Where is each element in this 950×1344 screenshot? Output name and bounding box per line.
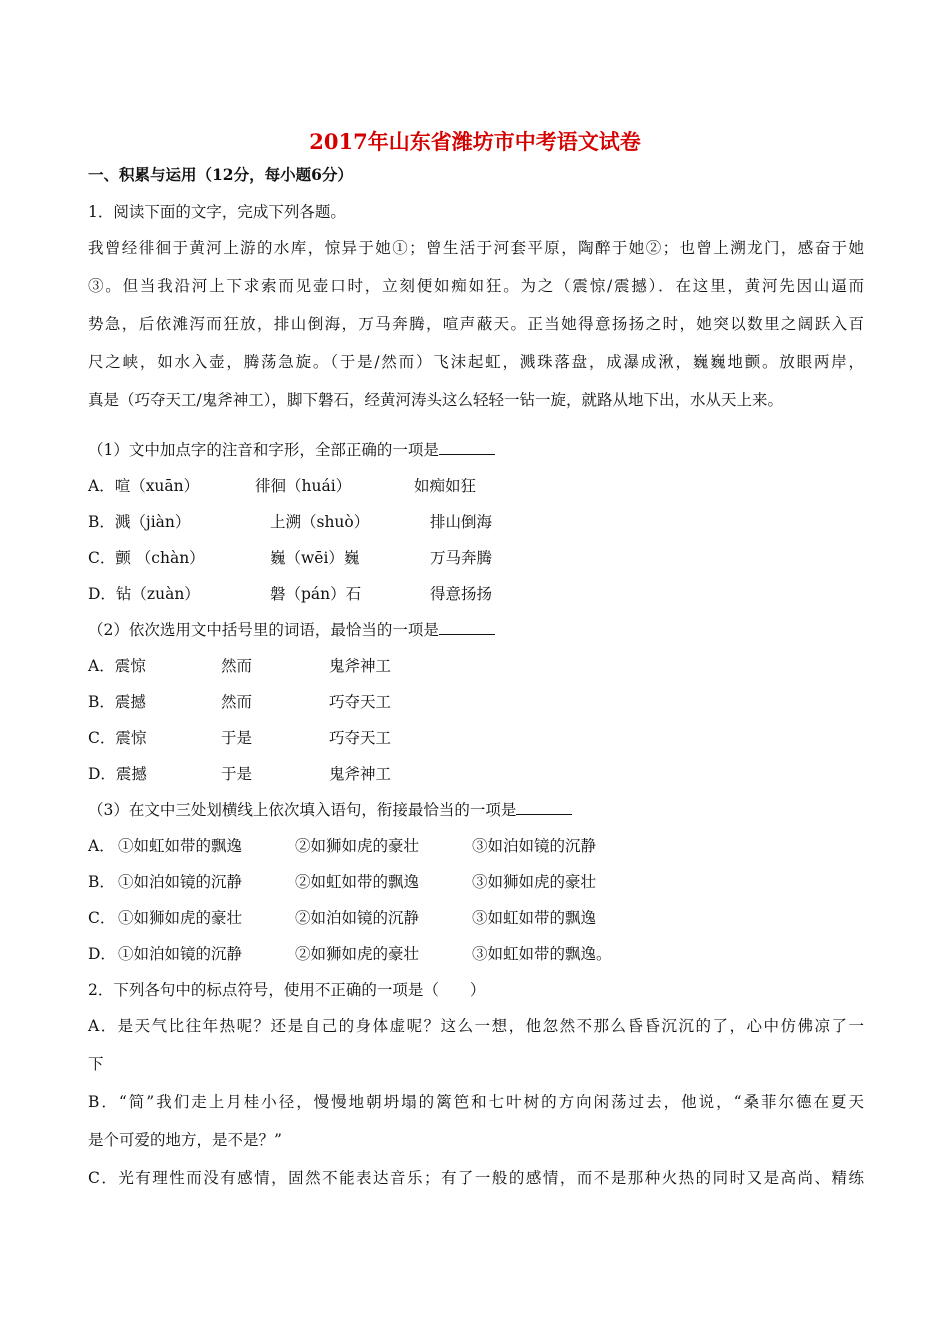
q2-option-c-line-1: C．光有理性而没有感情，固然不能表达音乐；有了一般的感情，而不是那种火热的同时又是高尚、精练: [88, 1169, 864, 1187]
option-col-c: 得意扬扬: [430, 585, 493, 603]
option-col-c: 排山倒海: [430, 513, 493, 531]
option-label: B．溅（jiàn）: [88, 513, 191, 531]
option-col-c: ③如狮如虎的豪壮: [472, 873, 597, 891]
option-col-c: ③如虹如带的飘逸: [472, 909, 597, 927]
option-col-b: 巍（wēi）巍: [270, 549, 360, 567]
question-2-stem: 2．下列各句中的标点符号，使用不正确的一项是（ ）: [88, 981, 486, 999]
option-label: D．: [88, 945, 116, 963]
option-label: C．: [88, 909, 116, 927]
option-col-b: 磐（pán）石: [270, 585, 362, 603]
sub-question-1: [88, 440, 864, 460]
passage-line-3: 势急，后依滩泻而狂放，排山倒海，万马奔腾，喧声蔽天。正当她得意扬扬之时，她突以数里之阔跃入百: [88, 315, 864, 333]
sub-question-3: [88, 800, 864, 820]
option-label: D．钻（zuàn）: [88, 585, 200, 603]
option-col-a: ①如泊如镜的沉静: [118, 945, 243, 963]
page-title: 2017年山东省潍坊市中考语文试卷: [309, 129, 641, 154]
option-col-b: 于是: [221, 729, 253, 747]
option-col-c: 巧夺天工: [329, 729, 392, 747]
option-col-b: 然而: [221, 657, 253, 675]
option-col-c: 鬼斧神工: [329, 657, 392, 675]
passage-line-4: 尺之峡，如水入壶，腾荡急旋。（于是/然而）飞沫起虹，溅珠落盘，成瀑成湫，巍巍地颤。放眼两岸，: [88, 353, 864, 371]
option-col-b: ②如虹如带的飘逸: [295, 873, 420, 891]
option-col-c: ③如泊如镜的沉静: [472, 837, 597, 855]
answer-blank[interactable]: [439, 620, 495, 635]
option-col-b: 于是: [221, 765, 253, 783]
option-label: B．: [88, 873, 115, 891]
option-label: D．震撼: [88, 765, 147, 783]
option-col-b: 然而: [221, 693, 253, 711]
option-col-c: 万马奔腾: [430, 549, 493, 567]
q2-option-b-line-2: 是个可爱的地方，是不是？”: [88, 1131, 282, 1149]
option-col-b: 徘徊（huái）: [255, 477, 352, 495]
sub-question-2-stem: （2）依次选用文中括号里的词语，最恰当的一项是: [88, 621, 439, 639]
option-label: A．震惊: [88, 657, 146, 675]
option-col-a: ①如虹如带的飘逸: [118, 837, 243, 855]
passage-line-1: 我曾经徘徊于黄河上游的水库，惊异于她①；曾生活于河套平原，陶醉于她②；也曾上溯龙门，感奋于她: [88, 239, 864, 257]
q2-option-b-line-1: B．“简”我们走上月桂小径，慢慢地朝坍塌的篱笆和七叶树的方向闲荡过去，他说，“桑菲尔德在夏天: [88, 1093, 864, 1111]
q2-option-a-line-1: A．是天气比往年热呢？还是自己的身体虚呢？这么一想，他忽然不那么昏昏沉沉的了，心中仿佛凉了一: [88, 1017, 864, 1035]
option-label: A．: [88, 837, 115, 855]
option-label: B．震撼: [88, 693, 146, 711]
option-label: C．震惊: [88, 729, 147, 747]
q2-option-a-line-2: 下: [88, 1055, 104, 1073]
question-1-stem: 1．阅读下面的文字，完成下列各题。: [88, 203, 346, 221]
option-col-b: ②如狮如虎的豪壮: [295, 945, 420, 963]
option-label: C．颤 （chàn）: [88, 549, 205, 567]
option-col-c: 巧夺天工: [329, 693, 392, 711]
answer-blank[interactable]: [516, 800, 572, 815]
option-col-b: ②如狮如虎的豪壮: [295, 837, 420, 855]
sub-question-2: [88, 620, 864, 640]
option-col-b: 上溯（shuò）: [270, 513, 370, 531]
sub-question-3-stem: （3）在文中三处划横线上依次填入语句，衔接最恰当的一项是: [88, 801, 517, 819]
option-label: A．喧（xuān）: [88, 477, 200, 495]
passage-line-2: ③。但当我沿河上下求索而见壶口时，立刻便如痴如狂。为之（震惊/震撼）．在这里，黄河先因山逼而: [88, 277, 864, 295]
option-col-c: 鬼斧神工: [329, 765, 392, 783]
passage-line-5: 真是（巧夺天工/鬼斧神工），脚下磐石，经黄河涛头这么轻轻一钻一旋，就路从地下出，水从天上来。: [88, 391, 783, 409]
option-col-a: ①如泊如镜的沉静: [118, 873, 243, 891]
sub-question-1-stem: （1）文中加点字的注音和字形，全部正确的一项是: [88, 441, 439, 459]
option-col-c: ③如虹如带的飘逸。: [472, 945, 612, 963]
answer-blank[interactable]: [439, 440, 495, 455]
option-col-a: ①如狮如虎的豪壮: [118, 909, 243, 927]
section-heading: 一、积累与运用（12分，每小题6分）: [88, 165, 353, 184]
option-col-c: 如痴如狂: [414, 477, 477, 495]
option-col-b: ②如泊如镜的沉静: [295, 909, 420, 927]
